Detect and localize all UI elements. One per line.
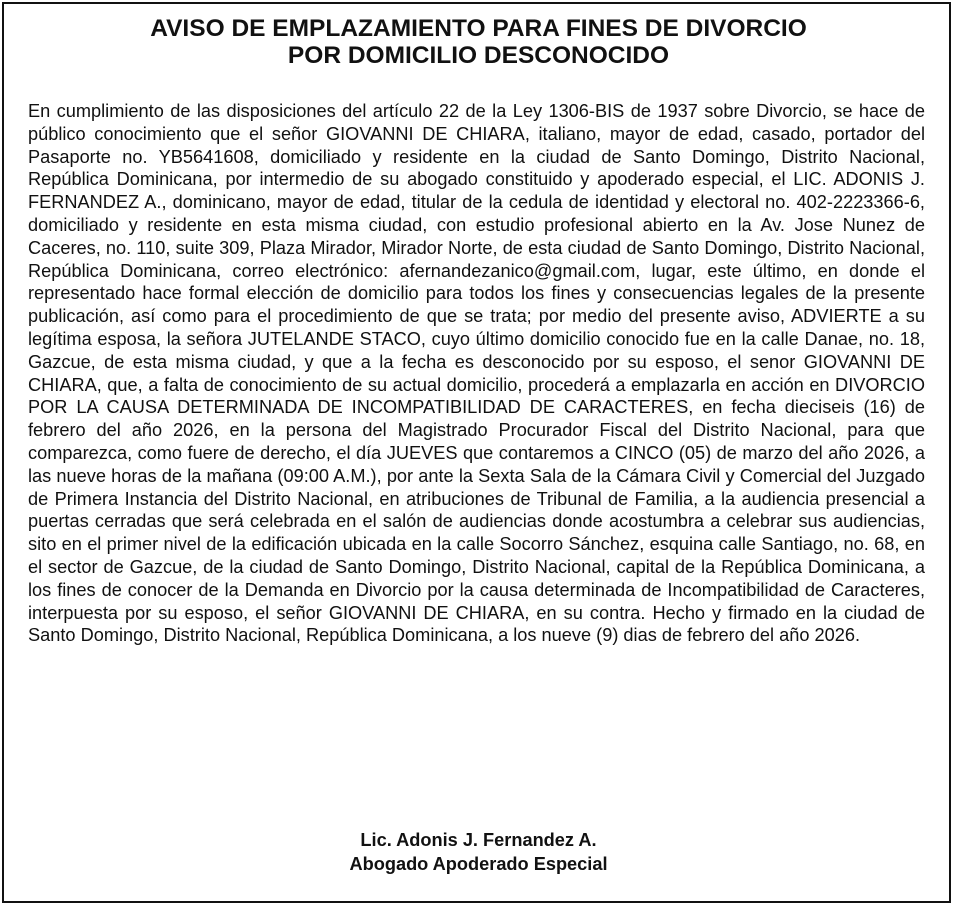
notice-title: [4, 15, 953, 69]
notice-body-paragraph: En cumplimiento de las disposiciones del artículo 22 de la Ley 1306-BIS de 1937 sobre Divorcio, se hace de público conocimiento que el señor GIOVANNI DE CHIARA, italiano, mayor de edad, casado, portador del Pasaporte no. YB5641608, domiciliado y residente en la ciudad de Santo Domingo, Distrito Nacional, República Dominicana, por intermedio de su abogado constituido y apoderado especial, el LIC. ADONIS J. FERNANDEZ A., dominicano, mayor de edad, titular de la cedula de identidad y electoral no. 402-2223366-6, domiciliado y residente en esta misma ciudad, con estudio profesional abierto en la Av. Jose Nunez de Caceres, no. 110, suite 309, Plaza Mirador, Mirador Norte, de esta ciudad de Santo Domingo, Distrito Nacional, República Dominicana, correo electrónico: afernandezanico@gmail.com, lugar, este último, en donde el representado hace formal elección de domicilio para todos los fines y consecuencias legales de la presente publicación, así como para el procedimiento de que se trata; por medio del presente aviso, ADVIERTE a su legítima esposa, la señora JUTELANDE STACO, cuyo último domicilio conocido fue en la calle Danae, no. 18, Gazcue, de esta misma ciudad, y que a la fecha es desconocido por su esposo, el senor GIOVANNI DE CHIARA, que, a falta de conocimiento de su actual domicilio, procederá a emplazarla en acción en DIVORCIO POR LA CAUSA DETERMINADA DE INCOMPATIBILIDAD DE CARACTERES, en fecha dieciseis (16) de febrero del año 2026, en la persona del Magistrado Procurador Fiscal del Distrito Nacional, para que comparezca, como fuere de derecho, el día JUEVES que contaremos a CINCO (05) de marzo del año 2026, a las nueve horas de la mañana (09:00 A.M.), por ante la Sexta Sala de la Cámara Civil y Comercial del Juzgado de Primera Instancia del Distrito Nacional, en atribuciones de Tribunal de Familia, a la audiencia presencial a puertas cerradas que será celebrada en el salón de audiencias donde acostumbra a celebrar sus audiencias, sito en el primer nivel de la edificación ubicada en la calle Socorro Sánchez, esquina calle Santiago, no. 68, en el sector de Gazcue, de la ciudad de Santo Domingo, Distrito Nacional, capital de la República Dominicana, a los fines de conocer de la Demanda en Divorcio por la causa determinada de Incompatibilidad de Caracteres, interpuesta por su esposo, el señor GIOVANNI DE CHIARA, en su contra. Hecho y firmado en la ciudad de Santo Domingo, Distrito Nacional, República Dominicana, a los nueve (9) dias de febrero del año 2026.: [28, 101, 925, 646]
signature-block: [4, 828, 953, 876]
signature-name: Lic. Adonis J. Fernandez A.: [360, 830, 597, 850]
notice-frame: [2, 2, 951, 903]
notice-title-line-2: POR DOMICILIO DESCONOCIDO: [287, 42, 670, 69]
notice-title-line-1: AVISO DE EMPLAZAMIENTO PARA FINES DE DIVORCIO: [150, 15, 807, 42]
signature-role: Abogado Apoderado Especial: [349, 854, 608, 874]
